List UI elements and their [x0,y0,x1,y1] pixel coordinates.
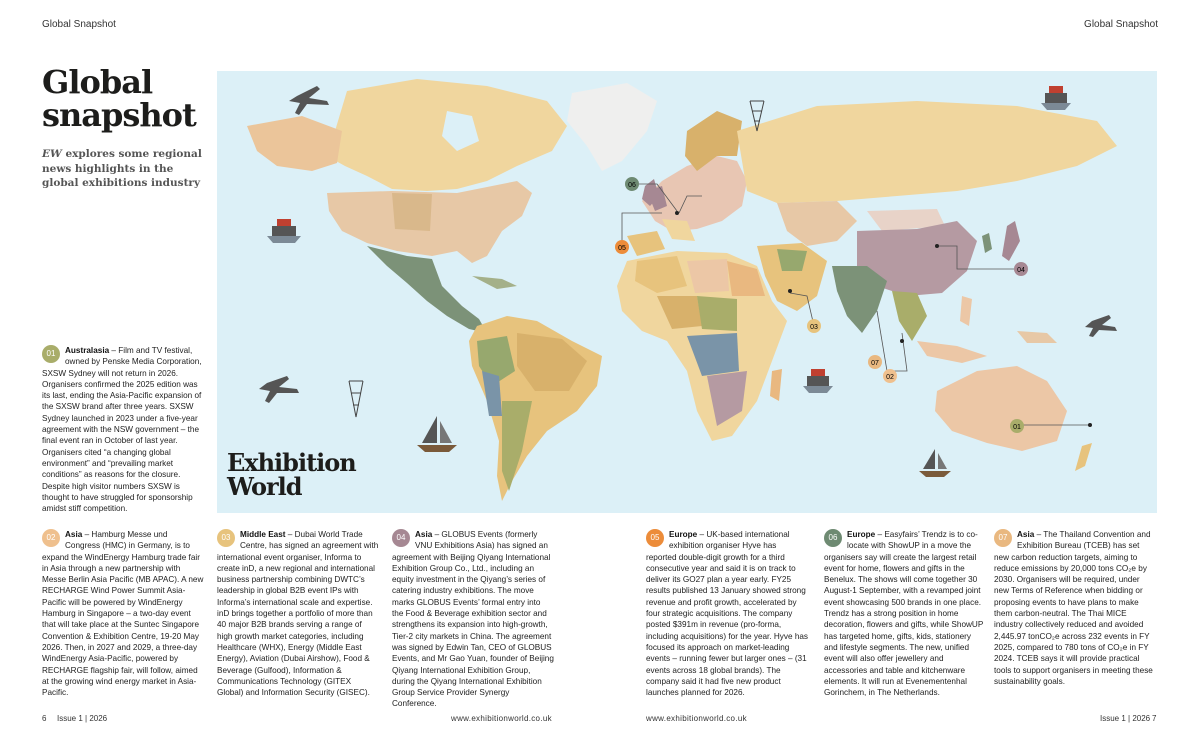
item-text: – Dubai World Trade Centre, has signed an agreement with international event organiser, Informa to create inD, a new regional and international business partnership combining DWTC’s leadership in global B2B event IPs with Informa’s international scale and expertise. inD brings together a portfolio of more than 40 major B2B brands serving a range of high growth market categories, including Healthcare (WHX), Energy (Middle East Energy), Aviation (Dubai Airshow), Food & Beverage (Gulfood), Information & Communications Technology (GITEX Global) and Information Security (GISEC). [217,530,379,698]
running-head-right: Global Snapshot [1084,19,1158,30]
item-number-badge: 07 [994,529,1012,547]
item-region: Australasia [65,346,110,355]
standfirst [42,147,207,191]
item-text: – GLOBUS Events (formerly VNU Exhibitions Asia) has signed an agreement with Beijing Qiyang International Exhibition Group Co., Ltd., including an equity investment in the Qiyang’s series of catering industry exhibitions. The move marks GLOBUS Events’ formal entry into the Food & Beverage exhibition sector and strengthens its expansion into high-growth, Tier-2 city markets in China. The agreement was signed by Edwin Tan, CEO of GLOBUS Events, and Mr Gao Yuan, founder of Beijing Qiyang International Exhibition Group, during the Qiyang International Exhibition Group Service Provider Synergy Conference. [392,530,554,709]
airplane-icon [289,86,329,115]
item-text: – The Thailand Convention and Exhibition Bureau (TCEB) has set new carbon reduction targets, aiming to reduce emissions by 20,000 tons CO₂e by 2030. Organisers will be required, under new Terms of Reference when bidding or proposing events to have plans to make them carbon-neutral. The Thai MICE industry collectively reduced and avoided 2,445.97 tonCO₂e across 232 events in FY 2025, compared to 780 tons of CO₂e in FY 2024. TCEB says it will provide practical tools to support organisers in meeting these sustainability goals. [994,530,1153,686]
standfirst-text: explores some regional news highlights in the global exhibitions industry [42,148,202,189]
brand-line-2: World [227,472,302,501]
news-item-01 [42,345,204,514]
website-link-right[interactable]: www.exhibitionworld.co.uk [646,714,747,723]
svg-text:06: 06 [628,182,636,189]
oil-rig-icon [349,381,363,417]
ship-icon [1041,86,1071,110]
svg-text:01: 01 [1013,424,1021,431]
svg-text:04: 04 [1017,267,1025,274]
svg-text:05: 05 [618,245,626,252]
news-item-03 [217,529,379,698]
brand-logo [227,448,356,501]
page-title: Global snapshot [42,63,196,134]
item-text: – Film and TV festival, owned by Penske Media Corporation, SXSW Sydney will not return in 2026. Organisers confirmed the 2025 edition was its last, ending the Asia-Pacific expansion of the SXSW brand after three years. SXSW Sydney launched in 2023 under a five-year agreement with the NSW government – the final event ran in October of last year. Organisers cited “a changing global environment” and “prevailing market conditions” as reasons for the closure. Despite high visitor numbers SXSW is thought to have struggled for sponsorship amidst stiff competition. [42,346,202,514]
issue-right: Issue 1 | 2026 [1100,714,1151,723]
item-number-badge: 06 [824,529,842,547]
page-number-left: 6 [42,714,47,723]
ship-icon [267,219,301,243]
news-item-06 [824,529,986,698]
news-item-04 [392,529,554,710]
item-number-badge: 03 [217,529,235,547]
item-text: – Easyfairs’ Trendz is to co-locate with ShowUP in a move the organisers say will create the largest retail event for home, flowers and gifts in the Benelux. The shows will come together 30 August-1 September, with a revamped joint event showcasing 500 brands in one place. Trendz has a strong position in home decoration, flowers and gifts, while ShowUP has targeted home, gifts, kids, stationery and lifestyle segments. The new, unified event will also offer jewellery and accessories and table and kitchenware elements. It will run at Evenementenhal Gorinchem, in The Netherlands. [824,530,984,698]
airplane-icon [259,376,299,403]
ship-icon [803,369,833,393]
sailboat-icon [919,449,951,477]
news-item-07 [994,529,1156,687]
world-map-illustration [217,71,1157,513]
airplane-icon [1085,315,1117,337]
issue-left: Issue 1 | 2026 [57,714,108,723]
page-number-right: 7 [1152,714,1157,723]
world-map [217,71,1157,513]
item-text: – Hamburg Messe und Congress (HMC) in Germany, is to expand the WindEnergy Hamburg trade fair in Asia through a new partnership with Messe Berlin Asia Pacific (MB APAC). A new RECHARGE Wind Power Summit Asia-Pacific will be powered by WindEnergy Hamburg in Singapore – a two-day event that will take place at the Suntec Singapore Convention & Exhibition Centre, 19-20 May 2026. Then, in 2027 and 2029, a three-day WindEnergy Asia-Pacific, powered by RECHARGE flagship fair, will follow, aimed at the growing wind energy market in Asia-Pacific. [42,530,204,698]
brand-line-1: Exhibition [227,448,356,477]
item-text: – UK-based international exhibition organiser Hyve has reported double-digit growth for a third consecutive year and said it is on track to deliver its GO27 plan a year early. FY25 results published 13 January showed strong revenue and profit growth, accelerated by four strategic acquisitions. The company posted $391m in revenue (pro-forma, including acquisitions) for the year. Hyve has focused its approach on market-leading events – running fewer but larger ones – (31 events across 18 global brands). The company said it had five new product launches planned for 2026. [646,530,809,698]
item-number-badge: 02 [42,529,60,547]
item-number-badge: 04 [392,529,410,547]
item-region: Asia [65,530,83,539]
item-region: Asia [415,530,433,539]
item-region: Europe [669,530,698,539]
running-head-left: Global Snapshot [42,19,116,30]
item-region: Asia [1017,530,1035,539]
svg-text:07: 07 [871,360,879,367]
news-item-02 [42,529,204,698]
item-region: Middle East [240,530,286,539]
item-number-badge: 05 [646,529,664,547]
website-link-left[interactable]: www.exhibitionworld.co.uk [451,714,552,723]
item-region: Europe [847,530,876,539]
item-number-badge: 01 [42,345,60,363]
svg-text:03: 03 [810,324,818,331]
sailboat-icon [417,416,457,452]
news-item-05 [646,529,808,698]
standfirst-ew: EW [42,148,62,160]
svg-text:02: 02 [886,374,894,381]
